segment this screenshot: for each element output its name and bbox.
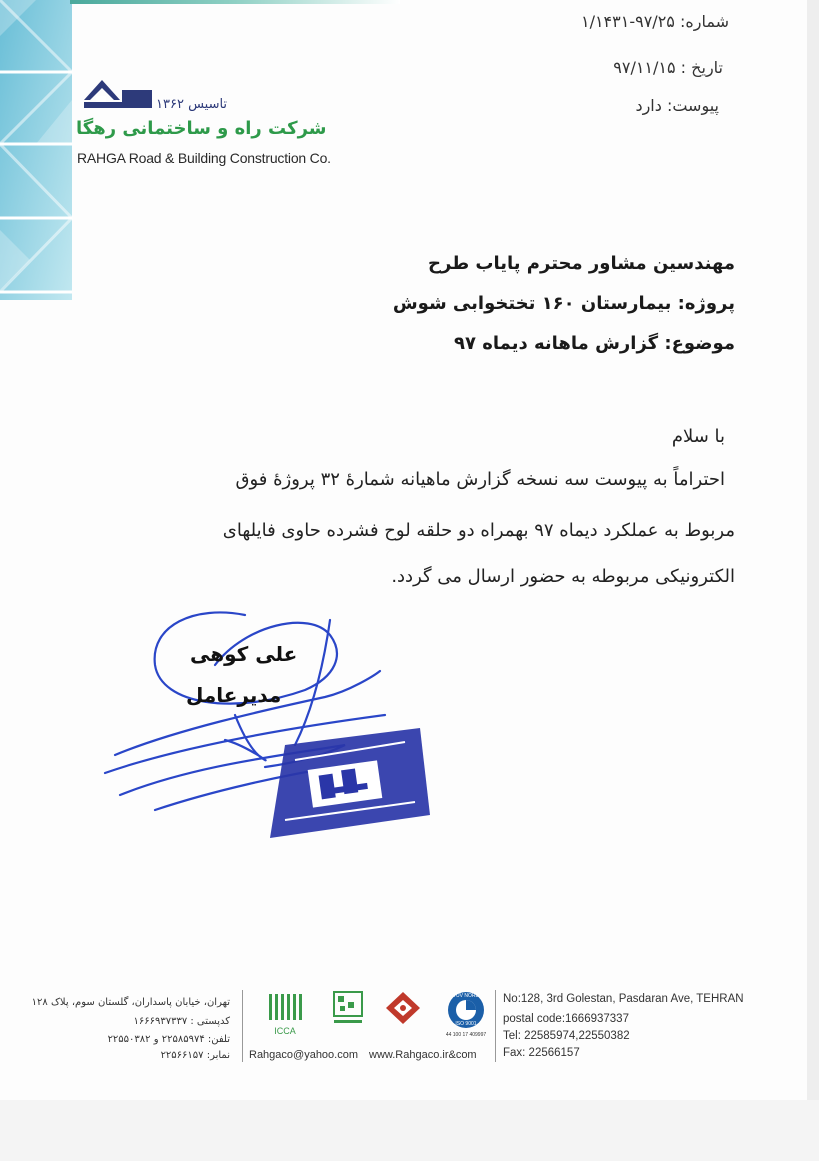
- footer-tel-en: Tel: 22585974,22550382: [503, 1030, 630, 1042]
- top-decor-strip: [70, 0, 400, 4]
- letter-attachment: پیوست: دارد: [635, 96, 719, 115]
- iso-label: ISO 9001: [455, 1021, 477, 1027]
- tuv-code: 44 100 17 409997: [445, 1032, 487, 1038]
- footer-address-fa: تهران، خیابان پاسداران، گلستان سوم، پلاک ۱۲۸: [31, 997, 230, 1008]
- scan-bottom-margin: [0, 1100, 819, 1161]
- footer-postal-en: postal code:1666937337: [503, 1013, 629, 1025]
- company-name-fa: شرکت راه و ساختمانی رهگا: [76, 118, 327, 139]
- scan-right-margin: [807, 0, 819, 1100]
- corner-pattern: [0, 0, 80, 310]
- signatory-title: مدیرعامل: [186, 683, 282, 707]
- greeting: با سلام: [671, 426, 725, 447]
- icca-badge-icon: [265, 990, 305, 1038]
- footer-divider-left: [242, 990, 243, 1062]
- project-line: پروژه: بیمارستان ۱۶۰ تختخوابی شوش: [392, 293, 735, 314]
- company-stamp: [255, 720, 435, 850]
- footer-website[interactable]: www.Rahgaco.ir&com: [369, 1049, 477, 1061]
- footer-postal-fa: کدپستی : ۱۶۶۶۹۳۷۳۳۷: [133, 1016, 230, 1027]
- tuv-label: TÜV NORD: [452, 993, 480, 999]
- footer-email[interactable]: Rahgaco@yahoo.com: [249, 1049, 359, 1061]
- tuv-iso-badge-icon: [437, 988, 495, 1038]
- footer-phone-fa: تلفن: ۲۲۵۸۵۹۷۴ و ۲۲۵۵۰۳۸۲: [107, 1034, 230, 1045]
- body-line-2: مربوط به عملکرد دیماه ۹۷ بهمراه دو حلقه لوح فشرده حاوی فایلهای: [222, 520, 735, 541]
- body-line-1: احتراماً به پیوست سه نسخه گزارش ماهیانه شمارهٔ ۳۲ پروژهٔ فوق: [235, 469, 725, 490]
- letter-number: شماره: ۹۷/۲۵-۱/۱۴۳۱: [580, 12, 729, 31]
- signatory-name: علی کوهی: [190, 642, 298, 666]
- guild-badge-icon: [383, 990, 423, 1028]
- body-line-3: الکترونیکی مربوطه به حضور ارسال می گردد.: [391, 566, 735, 587]
- recipient-line: مهندسین مشاور محترم پایاب طرح: [428, 253, 735, 274]
- footer-fax-en: Fax: 22566157: [503, 1047, 580, 1059]
- company-name-en: RAHGA Road & Building Construction Co.: [77, 150, 331, 166]
- letter-date: تاریخ : ۹۷/۱۱/۱۵: [613, 58, 723, 77]
- footer-divider-right: [495, 990, 496, 1062]
- footer-fax-fa: نمابر: ۲۲۵۶۶۱۵۷: [160, 1050, 230, 1061]
- icca-label: ICCA: [274, 1026, 296, 1036]
- footer-address-en: No:128, 3rd Golestan, Pasdaran Ave, TEHRAN: [503, 993, 744, 1005]
- association-badge-icon: [330, 990, 366, 1030]
- founded-label: تاسیس ۱۳۶۲: [156, 97, 228, 112]
- company-logo-icon: [82, 72, 154, 114]
- subject-line: موضوع: گزارش ماهانه دیماه ۹۷: [454, 333, 735, 354]
